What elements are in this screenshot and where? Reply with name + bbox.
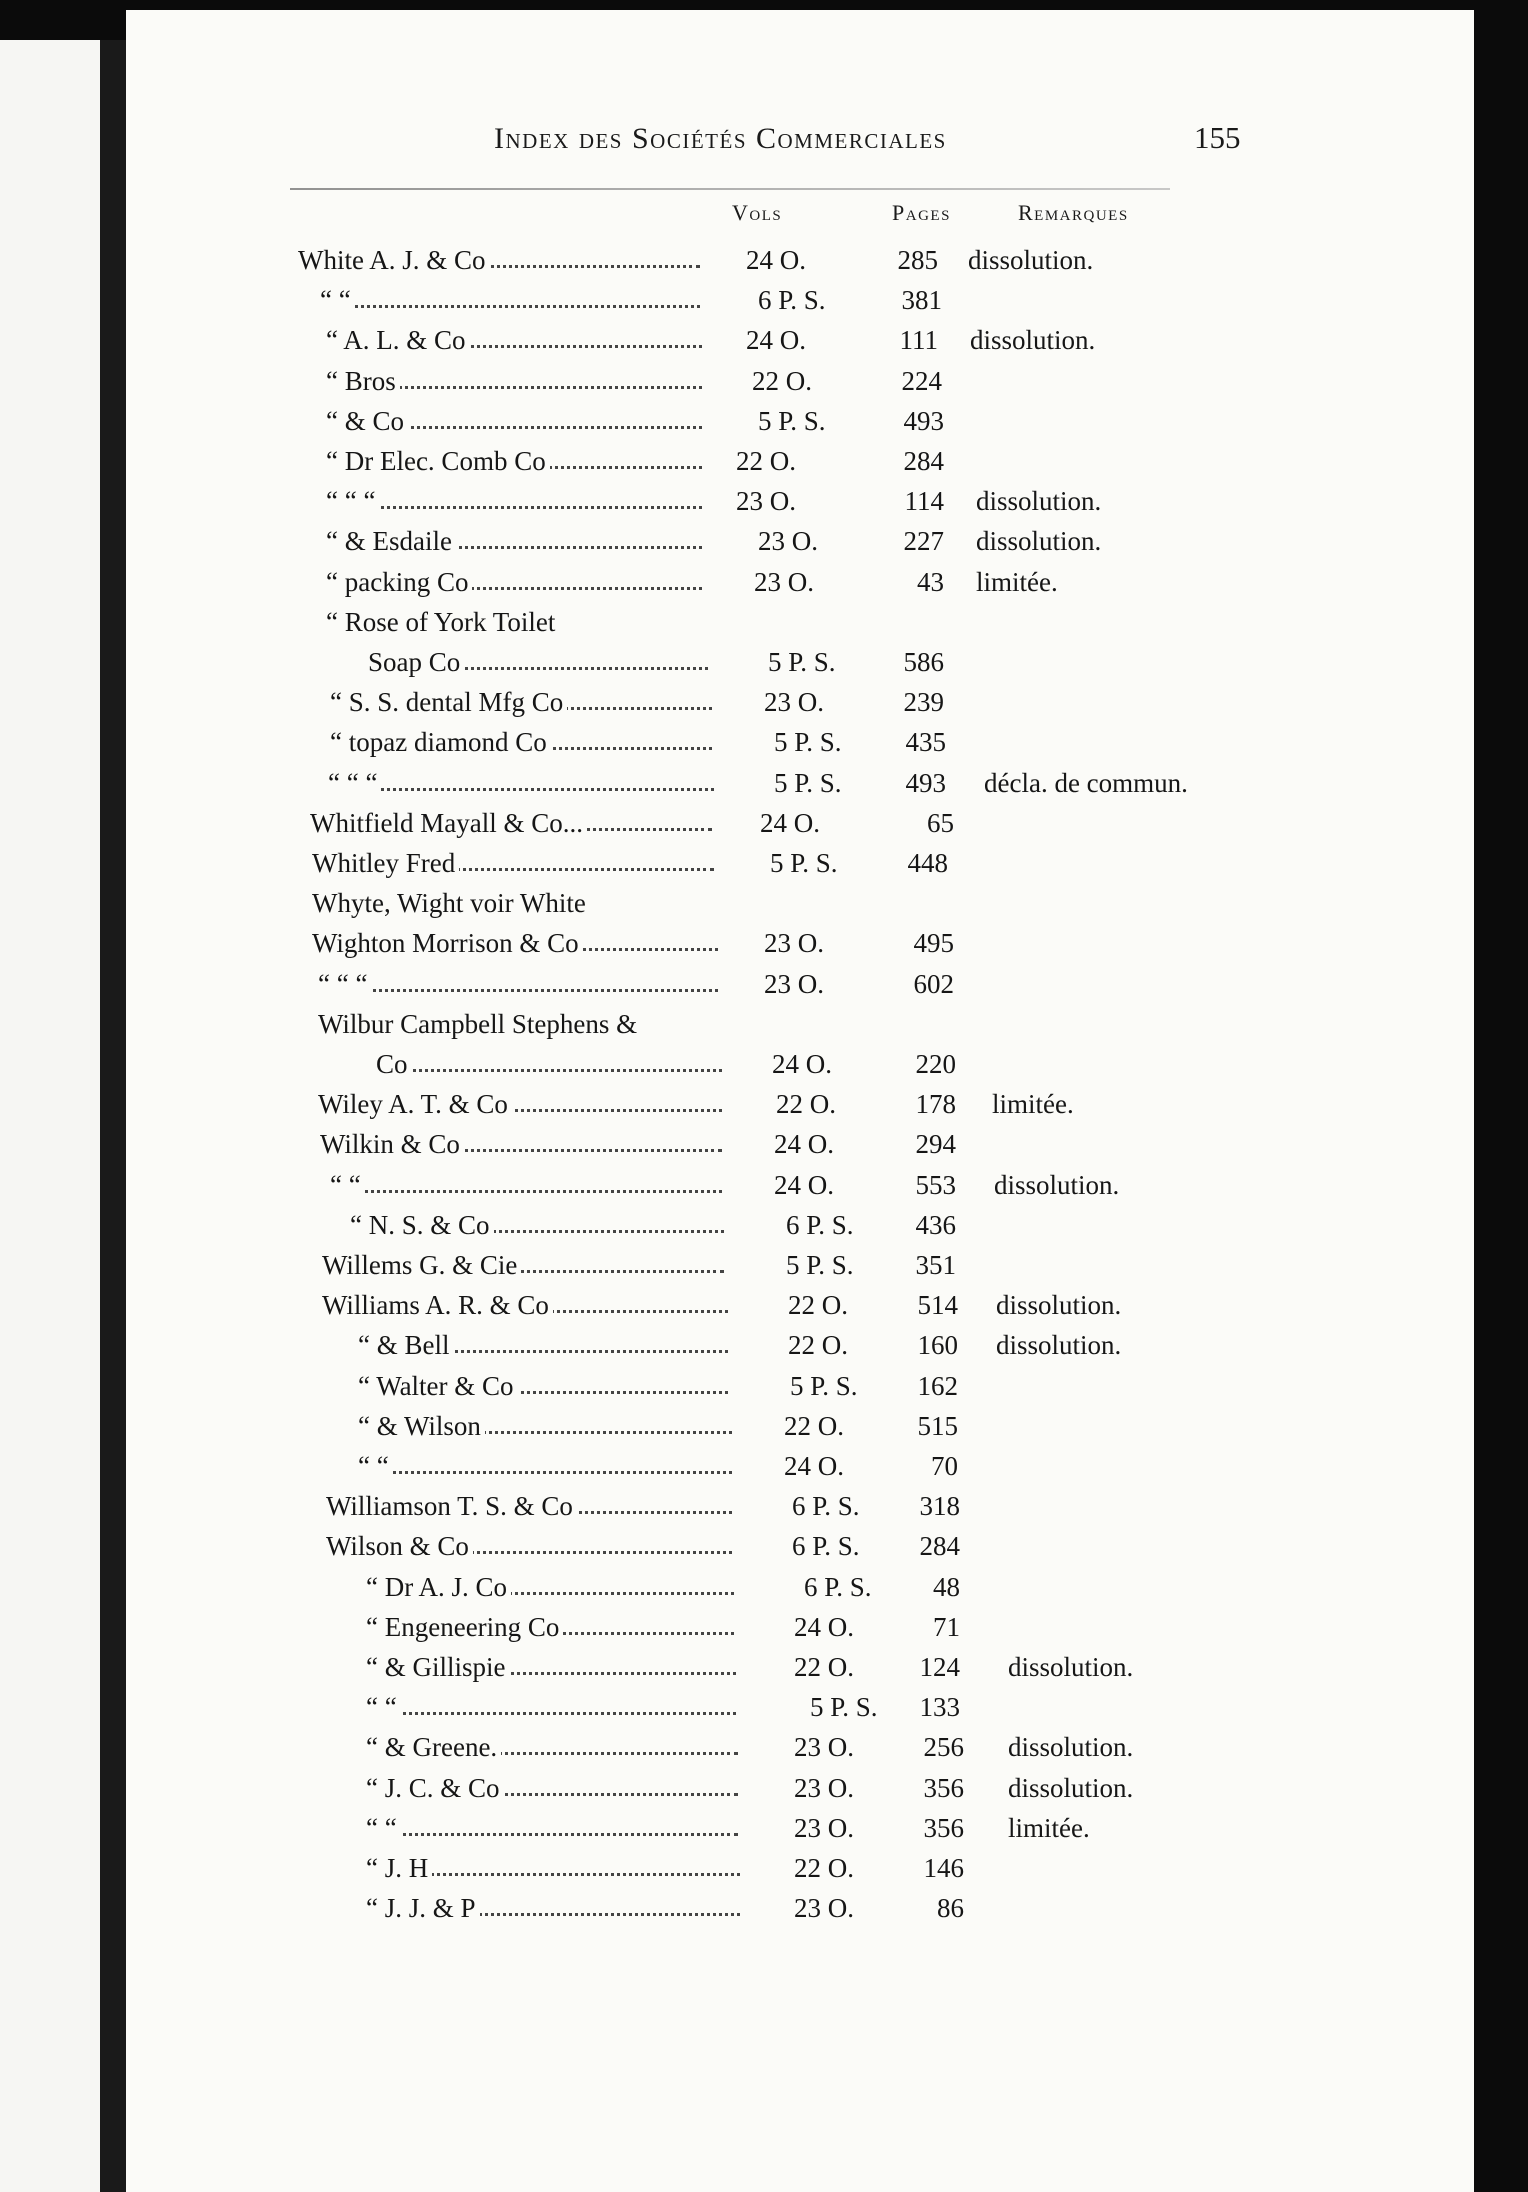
entry-volume: 24 O. [772,1049,832,1079]
entry-name-text: Williamson T. S. & Co [326,1491,577,1521]
entry-volume: 5 P. S. [774,727,842,758]
entry-page: 318 [919,1491,960,1522]
entry-name-text: “ N. S. & Co [350,1210,494,1240]
entry-name [312,928,718,959]
entry-volume: 22 O. [794,1652,854,1682]
index-entry [0,285,1474,325]
entry-name-text: “ Rose of York Toilet [326,607,559,637]
entry-page: 124 [919,1652,960,1682]
index-entry [0,1893,1474,1933]
entry-name [326,607,702,638]
entry-volume: 23 O. [794,1893,854,1924]
entry-name [366,1652,736,1683]
entry-name [310,808,712,839]
entry-name-text: Soap Co [368,647,464,677]
entry-volume: 22 O. [794,1853,854,1883]
index-entry [0,1853,1474,1893]
index-entry [0,808,1474,848]
entry-page: 493 [905,767,946,798]
entry-name-text: “ J. H [366,1853,432,1883]
entry-volume: 6 P. S. [786,1209,854,1240]
index-entry [0,888,1474,928]
entry-page: 294 [915,1129,956,1160]
index-entry [0,1009,1474,1049]
entry-name-text: “ & Gillispie [366,1652,509,1682]
entry-volume: 23 O. [794,1812,854,1843]
index-entry [0,325,1474,365]
dot-leader [366,1833,738,1836]
entry-volume: 5 P. S. [768,647,836,677]
entry-name [312,848,714,879]
entry-name [320,285,700,316]
column-header-remarques: Remarques [1018,200,1129,225]
entry-name-text: Whyte, Wight voir White [312,888,590,918]
entry-remark: dissolution. [994,1169,1120,1200]
entry-volume: 23 O. [794,1732,854,1763]
index-entry [0,928,1474,968]
entry-volume: 22 O. [776,1089,836,1120]
index-entry [0,607,1474,647]
index-entry [0,446,1474,486]
index-entry [0,1491,1474,1531]
entry-name [366,1732,738,1763]
entry-page: 356 [923,1812,964,1843]
entry-volume: 24 O. [774,1129,834,1160]
entry-remark: décla. de commun. [984,767,1188,798]
entry-name-text: Wighton Morrison & Co [312,928,583,958]
index-entry [0,687,1474,727]
entry-volume: 23 O. [764,928,824,959]
entry-name-text: Wilbur Campbell Stephens & [318,1009,641,1039]
index-entry [0,1129,1474,1169]
entry-volume: 5 P. S. [786,1250,854,1280]
entry-name [366,1773,738,1804]
index-entry [0,1210,1474,1250]
index-entry [0,366,1474,406]
entry-name-text: “ “ [330,1170,365,1200]
entry-name [366,1893,740,1924]
entry-name-text: “ & Esdaile [326,526,456,556]
entry-name-text: White A. J. & Co [298,245,490,275]
entry-name [366,1692,736,1723]
entry-page: 111 [899,325,938,356]
entry-volume: 6 P. S. [758,285,826,316]
entry-name [358,1411,732,1442]
entry-name-text: “ “ “ [328,768,381,798]
entry-volume: 24 O. [784,1451,844,1481]
entry-page: 515 [917,1410,958,1441]
entry-name-text: “ “ [366,1692,401,1722]
entry-name [326,366,702,397]
entry-page: 514 [917,1290,958,1321]
entry-name-text: “ & Wilson [358,1411,485,1441]
entry-name [366,1853,740,1884]
entry-name-text: “ “ [366,1813,401,1843]
entry-name [358,1330,728,1361]
index-entry [0,1089,1474,1129]
entry-name-text: “ Walter & Co [358,1371,518,1401]
entry-page: 162 [917,1370,958,1401]
entry-name-text: Whitley Fred [312,848,459,878]
entry-name-text: “ & Bell [358,1330,453,1360]
index-entry [0,486,1474,526]
entry-volume: 24 O. [746,245,806,275]
entry-name-text: “ “ “ [318,969,371,999]
entry-page: 227 [903,526,944,557]
entry-name-text: Williams A. R. & Co [322,1290,553,1320]
entry-name-text: Wiley A. T. & Co [318,1089,512,1119]
entry-name-text: Willems G. & Cie [322,1250,521,1280]
entry-name [322,1290,728,1321]
entry-remark: dissolution. [1008,1652,1134,1682]
entry-name [326,446,702,477]
entry-name-text: “ S. S. dental Mfg Co [330,687,567,717]
dot-leader [376,1069,722,1072]
index-entry [0,1652,1474,1692]
entry-name-text: “ Engeneering Co [366,1612,563,1642]
entry-volume: 24 O. [774,1169,834,1200]
entry-name [326,1491,732,1522]
entry-name [312,888,716,919]
entry-volume: 5 P. S. [770,848,838,878]
entry-volume: 23 O. [758,526,818,557]
entry-name [330,1170,722,1201]
entry-volume: 5 P. S. [774,767,842,798]
entry-name-text: “ Bros [326,366,400,396]
entry-name [358,1451,732,1482]
entry-page: 146 [923,1853,964,1883]
entry-name [350,1210,724,1241]
index-entry [0,969,1474,1009]
entry-page: 285 [897,245,938,275]
entry-name-text: “ & Co [326,406,408,436]
entry-name [326,486,702,517]
dot-leader [328,788,714,791]
index-entry [0,1411,1474,1451]
dot-leader [326,506,702,509]
entry-page: 160 [917,1330,958,1361]
entry-name-text: Wilkin & Co [320,1129,464,1159]
index-entry [0,245,1474,285]
entry-name [318,1009,718,1040]
entry-name [376,1049,722,1080]
entry-volume: 22 O. [788,1330,848,1361]
index-entry [0,727,1474,767]
entry-remark: dissolution. [996,1330,1122,1361]
index-entry [0,1451,1474,1491]
entry-remark: limitée. [976,566,1058,597]
entry-volume: 23 O. [764,968,824,999]
entry-volume: 24 O. [746,325,806,356]
page-number: 155 [1194,120,1241,155]
index-entry [0,1692,1474,1732]
entry-page: 448 [907,848,948,878]
entry-page: 495 [913,928,954,959]
entry-name [328,768,714,799]
entry-page: 356 [923,1772,964,1803]
entry-remark: dissolution. [976,526,1102,557]
entry-name-text: “ “ [358,1451,393,1481]
entry-name-text: Wilson & Co [326,1531,473,1561]
entry-volume: 22 O. [788,1290,848,1321]
entry-page: 86 [937,1893,964,1924]
entry-page: 133 [919,1692,960,1723]
entry-volume: 24 O. [794,1611,854,1642]
entry-page: 48 [933,1571,960,1602]
dot-leader [366,1712,736,1715]
entry-page: 224 [901,365,942,396]
entry-page: 602 [913,968,954,999]
entry-name [366,1612,734,1643]
entry-volume: 23 O. [754,566,814,597]
entry-name [366,1813,738,1844]
entry-name-text: Co [376,1049,412,1079]
entry-name [326,406,702,437]
dot-leader [330,1190,722,1193]
entry-page: 43 [917,566,944,597]
entry-volume: 23 O. [736,486,796,517]
entry-name [358,1371,728,1402]
entry-remark: dissolution. [1008,1732,1134,1763]
dot-leader [358,1471,732,1474]
entry-volume: 23 O. [794,1772,854,1803]
entry-page: 553 [915,1169,956,1200]
index-entry [0,1732,1474,1772]
entry-page: 381 [901,285,942,316]
entry-volume: 24 O. [760,807,820,838]
index-entry [0,848,1474,888]
index-entry [0,1773,1474,1813]
entry-remark: dissolution. [976,486,1102,517]
entry-name-text: “ J. J. & P [366,1893,480,1923]
index-entry [0,1049,1474,1089]
entry-name [366,1572,734,1603]
entry-name [330,687,712,718]
entry-name [318,969,718,1000]
index-entry [0,1170,1474,1210]
entry-volume: 6 P. S. [804,1571,872,1602]
column-header-vols: Vols [732,200,783,225]
index-entry [0,567,1474,607]
entry-page: 114 [904,486,944,517]
entry-volume: 22 O. [736,446,796,476]
entry-volume: 22 O. [752,365,812,396]
entry-page: 239 [903,687,944,718]
entry-page: 284 [903,446,944,476]
entry-page: 220 [915,1049,956,1079]
scan-border [1474,0,1528,2192]
index-entry [0,1572,1474,1612]
entry-remark: dissolution. [996,1290,1122,1321]
entry-name [298,245,700,276]
entry-name-text: “ Dr Elec. Comb Co [326,446,550,476]
entry-name [322,1250,724,1281]
entry-name [326,1531,732,1562]
entry-name [326,526,702,557]
entry-page: 436 [915,1209,956,1240]
entry-page: 256 [923,1732,964,1763]
entry-name [368,647,708,678]
entry-page: 351 [915,1250,956,1280]
entry-volume: 22 O. [784,1410,844,1441]
entry-volume: 6 P. S. [792,1531,860,1562]
entry-page: 586 [903,647,944,677]
entry-page: 284 [919,1531,960,1562]
entry-volume: 6 P. S. [792,1491,860,1522]
column-header-pages: Pages [892,200,951,225]
entry-page: 65 [927,807,954,838]
index-entry [0,406,1474,446]
entry-page: 178 [915,1089,956,1120]
entry-volume: 5 P. S. [790,1370,858,1401]
index-entry [0,1612,1474,1652]
entry-name [320,1129,722,1160]
entry-remark: dissolution. [968,245,1094,275]
entry-name-text: “ “ “ [326,486,379,516]
entry-page: 71 [933,1611,960,1642]
index-entry [0,1531,1474,1571]
entry-page: 70 [931,1451,958,1481]
entry-page: 493 [903,405,944,436]
entry-name-text: “ packing Co [326,567,472,597]
entry-name-text: “ “ [320,285,355,315]
entry-remark: limitée. [1008,1812,1090,1843]
entry-name-text: “ Dr A. J. Co [366,1572,511,1602]
entry-name [326,325,702,356]
entry-remark: dissolution. [1008,1772,1134,1803]
entry-volume: 5 P. S. [758,405,826,436]
index-entry [0,1330,1474,1370]
index-entry [0,526,1474,566]
index-entry [0,1290,1474,1330]
entry-name-text: Whitfield Mayall & Co... [310,808,587,838]
entry-name-text: “ J. C. & Co [366,1773,504,1803]
entry-remark: limitée. [992,1089,1074,1120]
dot-leader [318,989,718,992]
running-title: Index des Sociétés Commerciales [494,122,947,155]
entry-volume: 5 P. S. [810,1692,878,1723]
entry-name [326,567,702,598]
index-entry [0,1371,1474,1411]
index-entry [0,1813,1474,1853]
entry-remark: dissolution. [970,325,1096,356]
index-entry [0,1250,1474,1290]
entry-name [330,727,712,758]
entry-name-text: “ A. L. & Co [326,325,470,355]
dot-leader [320,305,700,308]
index-entry [0,768,1474,808]
entry-page: 435 [905,727,946,758]
entry-name [318,1089,722,1120]
entry-volume: 23 O. [764,687,824,718]
index-entry [0,647,1474,687]
entry-name-text: “ & Greene. [366,1732,501,1762]
entry-name-text: “ topaz diamond Co [330,727,551,757]
